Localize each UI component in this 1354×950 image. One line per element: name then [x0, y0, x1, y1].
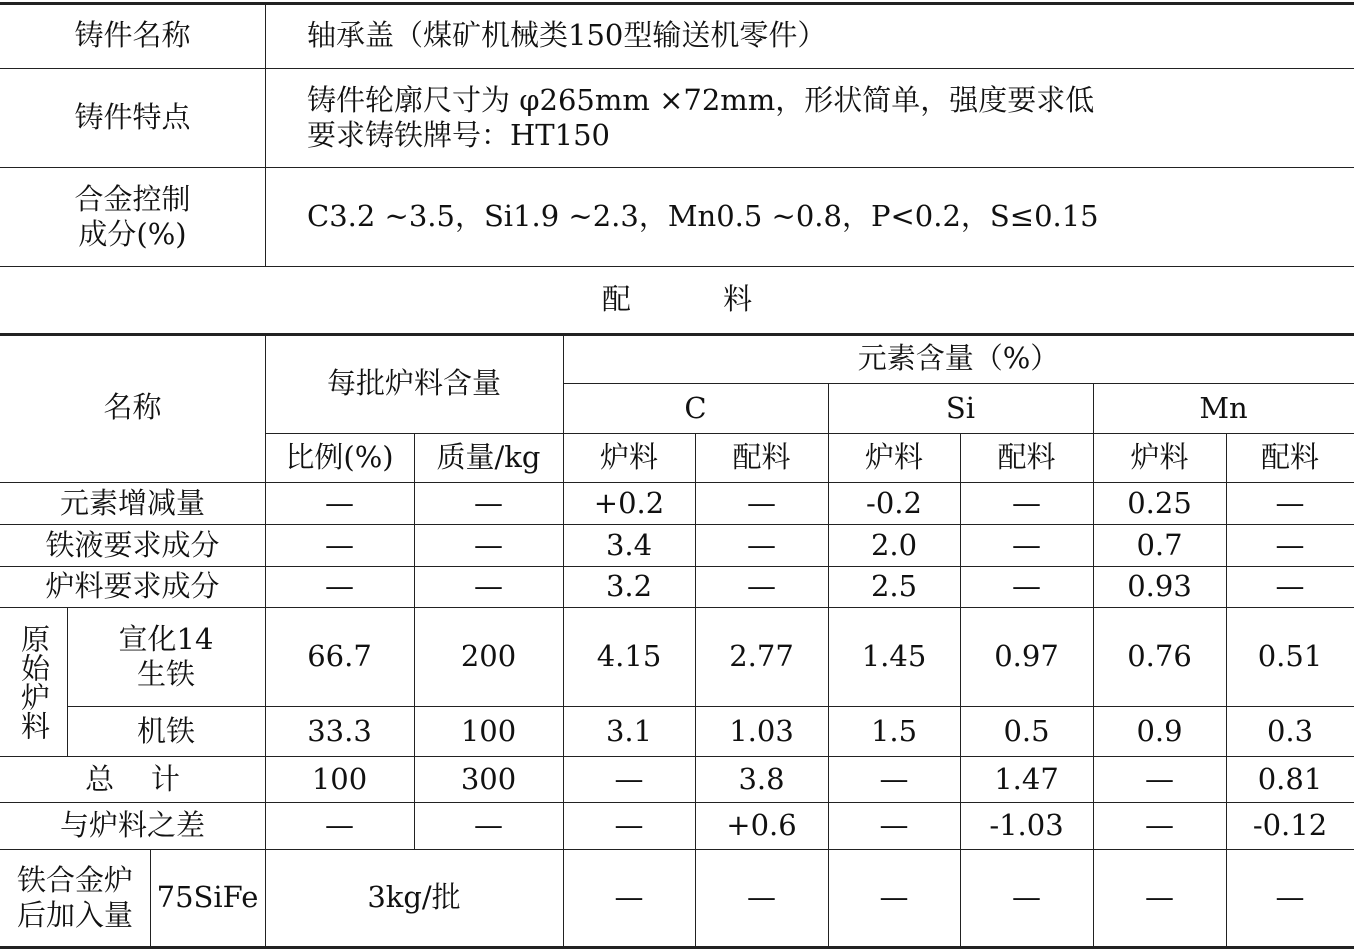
row-label: 炉料要求成分 — [45, 569, 220, 604]
table-cell: 0.3 — [1266, 713, 1314, 748]
table-cell: 0.97 — [994, 639, 1059, 674]
table-cell: 33.3 — [307, 713, 372, 748]
casting-feature-label: 铸件特点 — [74, 100, 191, 135]
header-charge-col: 炉料 — [1130, 440, 1189, 475]
header-mix-col: 配料 — [1260, 440, 1319, 475]
casting-name-value: 轴承盖（煤矿机械类150型输送机零件） — [307, 17, 827, 52]
table-cell: 0.9 — [1136, 713, 1183, 748]
header-batch-content: 每批炉料含量 — [326, 365, 501, 400]
casting-name-label: 铸件名称 — [74, 17, 191, 52]
table-cell: — — [1275, 569, 1305, 604]
table-cell: 1.45 — [861, 639, 927, 674]
table-cell: 1.47 — [994, 761, 1059, 796]
table-cell: — — [325, 569, 354, 604]
table-cell: 0.7 — [1136, 527, 1183, 562]
table-cell: -1.03 — [989, 808, 1064, 843]
table-cell: — — [879, 761, 909, 796]
table-cell: — — [1012, 569, 1041, 604]
table-cell: 3.8 — [738, 761, 785, 796]
section-title: 配 料 — [601, 282, 753, 317]
table-cell: — — [1145, 808, 1174, 843]
table-cell: 300 — [460, 761, 517, 796]
header-carbon: C — [684, 390, 707, 425]
table-cell: — — [474, 808, 503, 843]
table-cell: — — [474, 569, 503, 604]
table-cell: — — [747, 527, 776, 562]
header-mix-col: 配料 — [997, 440, 1056, 475]
table-cell: 100 — [460, 713, 517, 748]
table-cell: — — [1012, 485, 1041, 520]
table-cell: +0.2 — [593, 485, 665, 520]
table-cell: 3.2 — [605, 569, 653, 604]
table-cell: +0.6 — [726, 808, 797, 843]
header-mix-col: 配料 — [732, 440, 791, 475]
table-cell: — — [474, 527, 503, 562]
table-cell: — — [879, 808, 909, 843]
table-cell: 0.76 — [1127, 639, 1192, 674]
table-cell: — — [614, 761, 644, 796]
row-label: 元素增减量 — [59, 485, 205, 520]
header-mass: 质量/kg — [436, 440, 541, 475]
table-cell: — — [1275, 527, 1305, 562]
table-cell: 2.0 — [870, 527, 918, 562]
table-cell: — — [879, 880, 909, 915]
row-label: 机铁 — [136, 713, 195, 748]
table-cell: — — [1275, 880, 1305, 915]
table-cell: — — [747, 485, 776, 520]
header-name: 名称 — [103, 390, 162, 425]
raw-charge-group-label: 原始炉料 — [17, 623, 51, 740]
row-label: 铁液要求成分 — [45, 527, 220, 562]
table-cell: 1.5 — [870, 713, 918, 748]
table-cell: — — [474, 485, 503, 520]
table-cell: — — [1145, 761, 1174, 796]
table-cell: — — [747, 569, 776, 604]
table-cell: — — [614, 808, 644, 843]
table-cell: 0.93 — [1127, 569, 1192, 604]
table-cell: -0.2 — [866, 485, 922, 520]
header-element-content: 元素含量（%） — [857, 340, 1060, 375]
header-charge-col: 炉料 — [864, 440, 923, 475]
table-cell: 200 — [460, 639, 517, 674]
ferroalloy-type: 75SiFe — [156, 880, 259, 915]
table-cell: — — [325, 485, 354, 520]
table-cell: 2.5 — [870, 569, 918, 604]
alloy-control-label: 合金控制 成分(%) — [74, 181, 191, 251]
table-cell: — — [1012, 527, 1041, 562]
header-silicon: Si — [945, 390, 976, 425]
table-cell: 0.5 — [1003, 713, 1050, 748]
table-cell: 0.81 — [1257, 761, 1323, 796]
table-cell: — — [325, 808, 354, 843]
row-label: 与炉料之差 — [59, 808, 205, 843]
ferroalloy-label: 铁合金炉 后加入量 — [16, 862, 133, 932]
table-cell: — — [747, 880, 776, 915]
table-cell: — — [1145, 880, 1174, 915]
table-cell: 2.77 — [729, 639, 794, 674]
table-cell: — — [614, 880, 644, 915]
table-cell: 0.25 — [1127, 485, 1192, 520]
table-cell: — — [325, 527, 354, 562]
table-cell: 0.51 — [1257, 639, 1323, 674]
ferroalloy-amount: 3kg/批 — [367, 880, 461, 915]
table-cell: — — [1275, 485, 1305, 520]
header-ratio: 比例(%) — [285, 440, 394, 475]
table-cell: -0.12 — [1252, 808, 1328, 843]
casting-feature-value: 铸件轮廓尺寸为 φ265mm ×72mm，形状简单，强度要求低 要求铸铁牌号：HT150 — [307, 82, 1095, 152]
grid-hline — [0, 946, 1354, 949]
row-label: 宣化14 生铁 — [118, 621, 214, 691]
header-manganese: Mn — [1199, 390, 1248, 425]
table-cell: 4.15 — [596, 639, 662, 674]
row-label: 总 计 — [85, 761, 180, 796]
alloy-control-value: C3.2 ~3.5，Si1.9 ~2.3，Mn0.5 ~0.8，P<0.2，S≤0.15 — [307, 199, 1099, 234]
table-cell: 3.4 — [605, 527, 653, 562]
table-cell: 100 — [311, 761, 368, 796]
table-cell: 3.1 — [605, 713, 653, 748]
table-cell: 1.03 — [729, 713, 794, 748]
table-cell: — — [1012, 880, 1041, 915]
header-charge-col: 炉料 — [599, 440, 658, 475]
table-cell: 66.7 — [307, 639, 372, 674]
